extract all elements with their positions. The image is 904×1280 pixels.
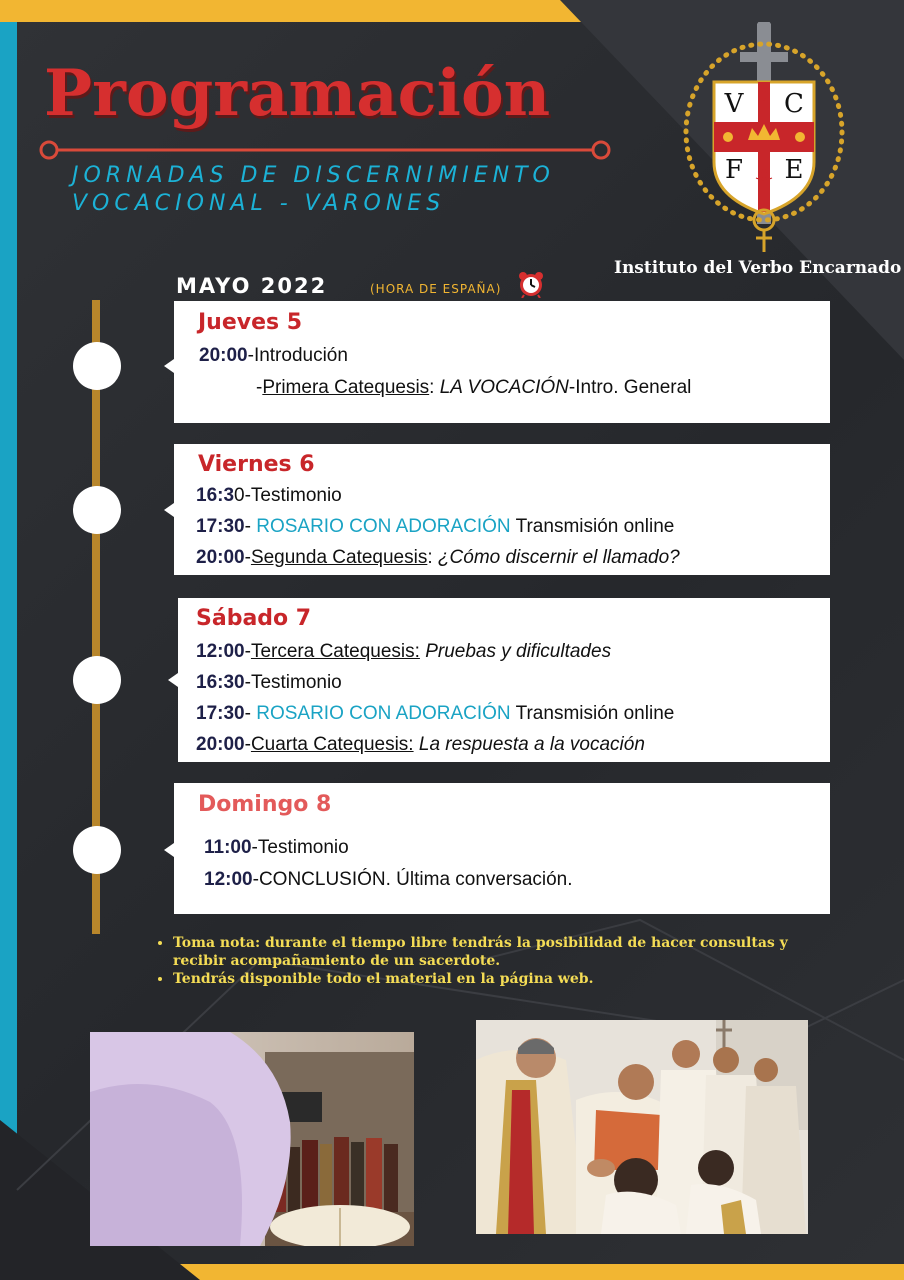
entry-detail: LA VOCACIÓN xyxy=(439,377,569,398)
note-item: • Tendrás disponible todo el material en la página web. xyxy=(173,970,845,988)
entry-time: 17:30 xyxy=(196,516,245,537)
day-title: Jueves 5 xyxy=(198,310,303,335)
card-pointer xyxy=(164,503,174,517)
card-pointer xyxy=(164,843,174,857)
entry-tail: Transmisión online xyxy=(510,703,675,724)
entry-separator: - xyxy=(256,377,263,398)
entry-label: Primera Catequesis xyxy=(262,377,430,398)
title-underline-ornament xyxy=(38,140,612,160)
timeline-dot xyxy=(73,486,121,534)
schedule-entry xyxy=(204,869,573,891)
entry-time: 16:3 xyxy=(196,485,235,506)
schedule-entry xyxy=(196,734,645,756)
timeline-dot xyxy=(73,826,121,874)
entry-time: 20:00 xyxy=(196,547,245,568)
subtitle xyxy=(72,162,555,218)
note-item: • Toma nota: durante el tiempo libre tendrás la posibilidad de hacer consultas y recibir acompañamiento de un sacerdote. xyxy=(173,934,845,970)
schedule-entry xyxy=(196,703,674,725)
entry-separator: - xyxy=(244,672,251,693)
photo-ordination xyxy=(476,1020,808,1234)
entry-tail: -Intro. General xyxy=(568,377,692,398)
entry-label: CONCLUSIÓN. Última conversación. xyxy=(258,869,573,890)
entry-separator: - xyxy=(247,345,254,366)
entry-detail: Pruebas y dificultades xyxy=(425,641,612,662)
schedule-entry xyxy=(196,485,342,507)
alarm-clock-icon xyxy=(518,270,544,298)
month-heading: MAYO 2022 xyxy=(176,274,328,298)
entry-label: Introdución xyxy=(253,345,348,366)
entry-time: 20:00 xyxy=(196,734,245,755)
entry-time: 17:30 xyxy=(196,703,245,724)
entry-time: 11:00 xyxy=(204,837,252,858)
timezone-note: (HORA DE ESPAÑA) xyxy=(370,282,502,296)
timeline-dot xyxy=(73,656,121,704)
subtitle-line-1: JORNADAS DE DISCERNIMIENTO xyxy=(72,163,555,188)
entry-detail: ¿Cómo discernir el llamado? xyxy=(437,547,680,568)
entry-detail: La respuesta a la vocación xyxy=(418,734,645,755)
entry-label: Testimonio xyxy=(250,672,342,693)
day-card-thursday xyxy=(174,301,830,423)
photo-reading xyxy=(90,1032,414,1246)
day-card-sunday xyxy=(174,783,830,914)
day-card-friday xyxy=(174,444,830,575)
entry-separator: - xyxy=(252,869,259,890)
entry-label: 0-Testimonio xyxy=(234,485,342,506)
entry-separator: - xyxy=(251,837,258,858)
institute-crest-logo xyxy=(678,22,850,254)
schedule-entry xyxy=(204,837,349,859)
card-pointer xyxy=(168,673,178,687)
entry-label: Cuarta Catequesis: xyxy=(250,734,414,755)
subtitle-line-2: VOCACIONAL - VARONES xyxy=(72,191,446,216)
photo-reading-image xyxy=(90,1032,414,1246)
entry-punct: : xyxy=(427,547,438,568)
crest-letter-v: V xyxy=(724,89,744,119)
photo-ordination-image xyxy=(476,1020,808,1234)
page-title: Programación xyxy=(44,56,551,131)
notes-list xyxy=(155,934,845,988)
entry-label: ROSARIO CON ADORACIÓN xyxy=(256,516,511,537)
entry-separator: - xyxy=(244,641,251,662)
crest-letter-e: E xyxy=(784,155,804,185)
day-title: Domingo 8 xyxy=(198,792,332,817)
schedule-entry xyxy=(199,345,348,367)
schedule-entry xyxy=(196,641,611,663)
entry-time: 20:00 xyxy=(199,345,248,366)
schedule-entry xyxy=(196,672,342,694)
entry-separator: - xyxy=(244,516,257,537)
crest-letter-f: F xyxy=(724,155,744,185)
entry-punct: : xyxy=(429,377,440,398)
institute-name: Instituto del Verbo Encarnado xyxy=(614,258,902,278)
entry-separator: - xyxy=(244,703,257,724)
entry-label: Testimonio xyxy=(257,837,349,858)
entry-time: 12:00 xyxy=(204,869,253,890)
timeline-dot xyxy=(73,342,121,390)
day-title: Viernes 6 xyxy=(198,452,315,477)
entry-time: 16:30 xyxy=(196,672,245,693)
entry-tail: Transmisión online xyxy=(510,516,675,537)
entry-separator: - xyxy=(244,734,251,755)
card-pointer xyxy=(164,359,174,373)
entry-label: ROSARIO CON ADORACIÓN xyxy=(256,703,511,724)
schedule-entry xyxy=(196,547,680,569)
entry-label: Tercera Catequesis: xyxy=(250,641,420,662)
day-title: Sábado 7 xyxy=(196,606,312,631)
entry-time: 12:00 xyxy=(196,641,245,662)
schedule-entry xyxy=(256,377,691,399)
entry-separator: - xyxy=(244,547,251,568)
schedule-entry xyxy=(196,516,674,538)
day-card-saturday xyxy=(178,598,830,762)
crest-letter-c: C xyxy=(784,89,804,119)
entry-label: Segunda Catequesis xyxy=(250,547,428,568)
